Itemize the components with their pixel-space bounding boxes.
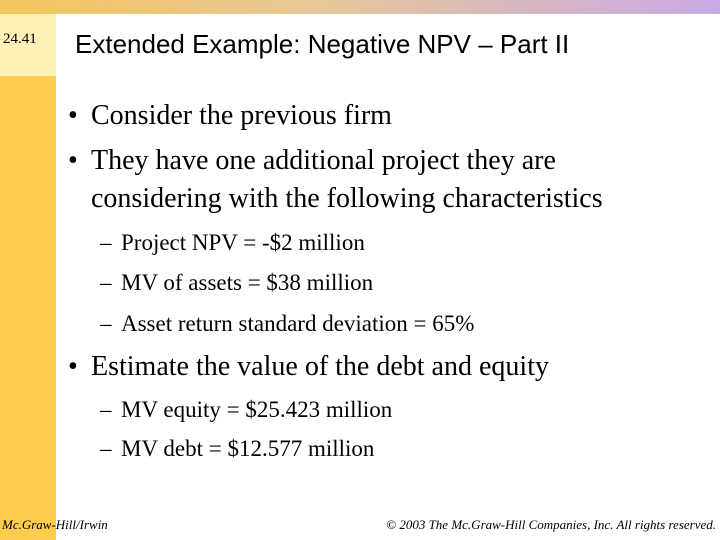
sub-bullet-text: MV of assets = $38 million — [121, 270, 374, 295]
footer-publisher: Mc.Graw-Hill/Irwin — [2, 517, 108, 532]
bullet-text: Consider the previous firm — [91, 100, 392, 131]
top-accent-bar — [0, 0, 720, 14]
sub-bullet-marker: – — [100, 436, 112, 461]
sub-bullet-marker: – — [100, 270, 112, 295]
bullet-text: considering with the following characteristics — [91, 183, 603, 214]
sub-bullet-marker: – — [100, 397, 112, 422]
slide-number: 24.41 — [3, 31, 37, 47]
sub-bullet-text: MV equity = $25.423 million — [121, 397, 393, 422]
footer-copyright: © 2003 The Mc.Graw-Hill Companies, Inc. All rights reserved. — [386, 517, 716, 532]
bullet-text: They have one additional project they are — [91, 145, 556, 176]
bullet-text: Estimate the value of the debt and equity — [91, 351, 549, 382]
sub-bullet-text: Asset return standard deviation = 65% — [121, 311, 475, 336]
bullet-marker: • — [68, 145, 78, 176]
bullet-marker: • — [68, 351, 78, 382]
sub-bullet-marker: – — [100, 311, 112, 336]
sub-bullet-text: Project NPV = -$2 million — [121, 230, 365, 255]
sub-bullet-text: MV debt = $12.577 million — [121, 436, 375, 461]
slide-title: Extended Example: Negative NPV – Part II — [75, 29, 570, 59]
sub-bullet-marker: – — [100, 230, 112, 255]
side-accent-bar — [0, 0, 56, 540]
bullet-marker: • — [68, 100, 78, 131]
